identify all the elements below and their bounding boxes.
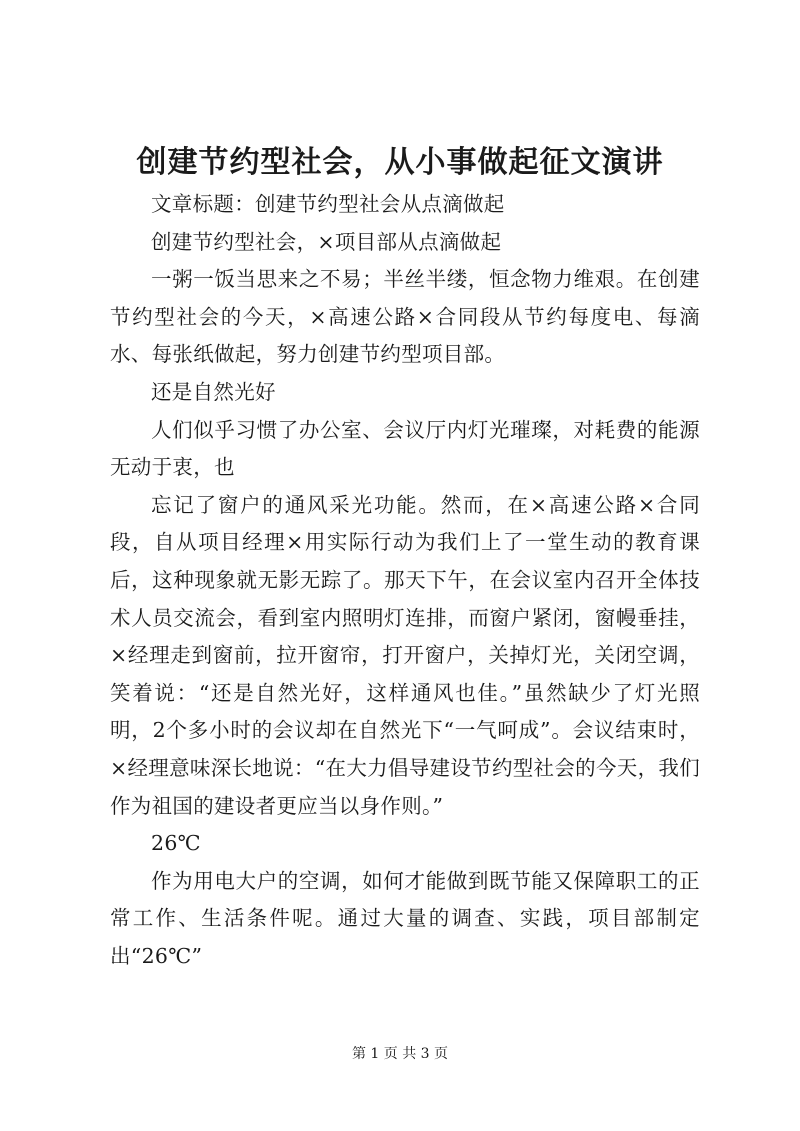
subheading-line: 创建节约型社会，×项目部从点滴做起	[151, 229, 502, 254]
document-title: 创建节约型社会，从小事做起征文演讲	[136, 145, 664, 180]
body-paragraph: 人们似乎习惯了办公室、会议厅内灯光璀璨，对耗费的能源无动于衷，也	[110, 417, 700, 480]
document-body	[110, 186, 700, 975]
intro-paragraph: 一粥一饭当思来之不易；半丝半缕，恒念物力维艰。在创建节约型社会的今天，×高速公路×合同段从节约每度电、每滴水、每张纸做起，努力创建节约型项目部。	[110, 267, 700, 367]
section-heading-26c: 26℃	[151, 831, 201, 856]
page-footer: 第 1 页 共 3 页	[351, 1046, 449, 1062]
body-paragraph: 忘记了窗户的通风采光功能。然而，在×高速公路×合同段，自从项目经理×用实际行动为我们上了一堂生动的教育课后，这种现象就无影无踪了。那天下午，在会议室内召开全体技术人员交流会，看到室内照明灯连排，而窗户紧闭，窗幔垂挂，×经理走到窗前，拉开窗帘，打开窗户，关掉灯光，关闭空调，笑着说：“还是自然光好，这样通风也佳。”虽然缺少了灯光照明，2个多小时的会议却在自然光下“一气呵成”。会议结束时，×经理意味深长地说：“在大力倡导建设节约型社会的今天，我们作为祖国的建设者更应当以身作则。”	[110, 492, 700, 818]
body-paragraph: 作为用电大户的空调，如何才能做到既节能又保障职工的正常工作、生活条件呢。通过大量的调查、实践，项目部制定出“26℃”	[110, 868, 700, 968]
section-heading-natural-light: 还是自然光好	[151, 379, 276, 404]
article-heading-line: 文章标题：创建节约型社会从点滴做起	[151, 192, 505, 216]
